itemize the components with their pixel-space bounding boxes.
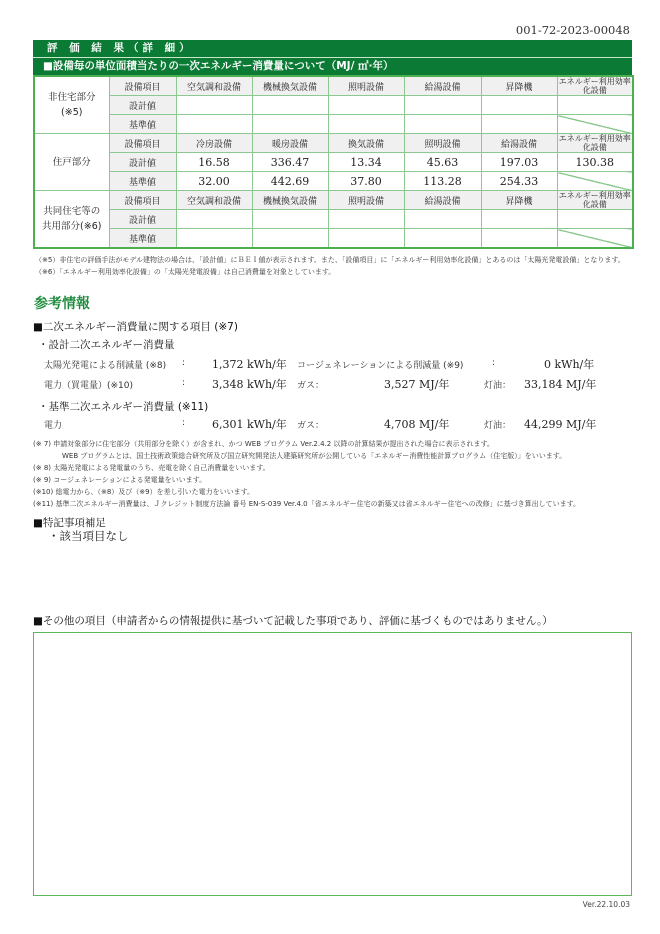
kerosene-value: 44,299 MJ/年 <box>524 418 597 431</box>
section-label-line1: 住戸部分 <box>52 156 91 168</box>
other-items-box <box>33 632 632 896</box>
gas-value: 3,527 MJ/年 <box>384 378 450 391</box>
reference-title: 参考情報 <box>34 296 90 312</box>
standard-value-cell <box>176 229 252 249</box>
section-label-line2: 共用部分(※6) <box>42 221 102 232</box>
table-row-standard <box>34 229 633 249</box>
design-value-cell: 336.47 <box>252 153 328 172</box>
standard-value-cell <box>404 115 481 134</box>
design-value-label: 設計値 <box>109 96 176 115</box>
column-header: 照明設備 <box>404 134 481 153</box>
kerosene-label: 灯油： <box>484 381 512 391</box>
standard-secondary-heading: ・基準二次エネルギー消費量 (※11) <box>38 401 209 413</box>
design-value-label: 設計値 <box>109 153 176 172</box>
secondary-energy-heading: ■二次エネルギー消費量に関する項目 (※7) <box>33 321 238 333</box>
section-label-line1: 非住宅部分 <box>47 92 96 103</box>
power-value: 6,301 kWh/年 <box>212 418 287 431</box>
standard-value-cell: 37.80 <box>328 172 404 191</box>
colon: : <box>182 418 186 428</box>
standard-value-cell <box>328 229 404 249</box>
gas-label: ガス： <box>297 381 325 391</box>
design-value-cell: 16.58 <box>176 153 252 172</box>
column-header: 給湯設備 <box>404 191 481 210</box>
document-number: 001-72-2023-00048 <box>515 23 630 37</box>
column-header: 給湯設備 <box>481 134 557 153</box>
column-header: 空気調和設備 <box>176 76 252 96</box>
column-header: エネルギー利用効率化設備 <box>557 76 633 96</box>
standard-value-cell <box>252 229 328 249</box>
standard-value-cell <box>404 229 481 249</box>
column-header: エネルギー利用効率化設備 <box>557 191 633 210</box>
design-value-cell <box>404 210 481 229</box>
table-row-design <box>34 96 633 115</box>
section-label-line2: (※5) <box>61 107 83 118</box>
power-value: 3,348 kWh/年 <box>212 378 287 391</box>
power-label: 電力 <box>44 421 63 431</box>
design-value-cell: 197.03 <box>481 153 557 172</box>
standard-value-label: 基準値 <box>109 172 176 191</box>
column-header: 機械換気設備 <box>252 191 328 210</box>
table-row-design <box>34 153 633 172</box>
gas-label: ガス： <box>297 421 325 431</box>
cogen-label: コージェネレーションによる削減量 (※9) <box>297 361 464 371</box>
kerosene-label: 灯油： <box>484 421 512 431</box>
column-header: 暖房設備 <box>252 134 328 153</box>
section-label <box>34 191 109 249</box>
design-value-cell <box>176 210 252 229</box>
item-header: 設備項目 <box>109 134 176 153</box>
evaluation-results-section <box>33 40 632 249</box>
cogen-value: 0 kWh/年 <box>544 358 595 371</box>
column-header: 昇降機 <box>481 191 557 210</box>
section-label-line1: 共同住宅等の <box>43 206 101 217</box>
special-notes-heading: ■特記事項補足 <box>33 517 106 529</box>
table-notes <box>35 254 635 278</box>
not-applicable-cell <box>557 172 633 191</box>
design-secondary-heading: ・設計二次エネルギー消費量 <box>38 339 175 351</box>
column-header: 昇降機 <box>481 76 557 96</box>
table-row-design <box>34 210 633 229</box>
footnote-7-web: WEB プログラムとは、国土技術政策総合研究所及び国立研究開発法人建築研究所が公開している「エネルギー消費性能計算プログラム（住宅版）」をいいます。 <box>62 452 567 460</box>
colon: : <box>182 378 186 388</box>
other-items-heading: ■その他の項目（申請者からの情報提供に基づいて記載した事項であり、評価に基づくものではありません。） <box>33 615 553 627</box>
design-value-cell <box>176 96 252 115</box>
design-value-cell <box>481 210 557 229</box>
design-value-cell <box>557 96 633 115</box>
standard-value-cell: 32.00 <box>176 172 252 191</box>
standard-value-label: 基準値 <box>109 229 176 249</box>
table-row-standard <box>34 172 633 191</box>
footnote-10: (※10) 総電力から、（※8）及び（※9）を差し引いた電力をいいます。 <box>33 488 255 496</box>
item-header: 設備項目 <box>109 76 176 96</box>
table-row-standard <box>34 115 633 134</box>
standard-value-cell <box>328 115 404 134</box>
standard-value-cell <box>481 229 557 249</box>
table-row-header <box>34 191 633 210</box>
colon: : <box>182 358 186 368</box>
design-value-cell <box>252 96 328 115</box>
standard-value-cell <box>481 115 557 134</box>
evaluation-subtitle: ■設備毎の単位面積当たりの一次エネルギー消費量について（MJ/ ㎡·年） <box>33 58 632 75</box>
standard-value-cell: 442.69 <box>252 172 328 191</box>
column-header: 空気調和設備 <box>176 191 252 210</box>
standard-value-cell <box>252 115 328 134</box>
evaluation-title: 評 価 結 果（詳 細） <box>33 40 632 58</box>
solar-value: 1,372 kWh/年 <box>212 358 287 371</box>
design-value-cell: 13.34 <box>328 153 404 172</box>
footnote-9: (※ 9) コージェネレーションによる発電量をいいます。 <box>33 476 207 484</box>
design-value-label: 設計値 <box>109 210 176 229</box>
design-value-cell <box>404 96 481 115</box>
section-label <box>34 134 109 191</box>
kerosene-value: 33,184 MJ/年 <box>524 378 597 391</box>
table-row-header <box>34 134 633 153</box>
colon: : <box>492 358 496 368</box>
footnote-8: (※ 8) 太陽光発電による発電量のうち、売電を除く自己消費量をいいます。 <box>33 464 270 472</box>
design-value-cell: 45.63 <box>404 153 481 172</box>
design-value-cell <box>557 210 633 229</box>
column-header: 冷房設備 <box>176 134 252 153</box>
design-value-cell <box>252 210 328 229</box>
standard-value-cell <box>176 115 252 134</box>
not-applicable-cell <box>557 115 633 134</box>
note-5: （※5）非住宅の評価手法がモデル建物法の場合は、「設計値」にＢＥＩ値が表示されます。また、「設備項目」に「エネルギー利用効率化設備」とあるのは「太陽光発電設備」となります。 <box>35 256 625 264</box>
power-label: 電力（買電量）(※10) <box>44 381 134 391</box>
column-header: 機械換気設備 <box>252 76 328 96</box>
column-header: 給湯設備 <box>404 76 481 96</box>
gas-value: 4,708 MJ/年 <box>384 418 450 431</box>
note-6: （※6）「エネルギー利用効率化設備」の「太陽光発電設備」は自己消費量を対象としています。 <box>35 268 336 276</box>
version-label: Ver.22.10.03 <box>582 900 630 909</box>
solar-label: 太陽光発電による削減量 (※8) <box>44 361 167 371</box>
item-header: 設備項目 <box>109 191 176 210</box>
table-row-header <box>34 76 633 96</box>
column-header: 照明設備 <box>328 191 404 210</box>
energy-consumption-table <box>33 75 634 249</box>
standard-value-cell: 254.33 <box>481 172 557 191</box>
footnote-11: (※11) 基準二次エネルギー消費量は、Ｊクレジット制度方法論 番号 EN-S-039 Ver.4.0「省エネルギー住宅の新築又は省エネルギー住宅への改修」に基づき算出しています。 <box>33 500 581 508</box>
design-value-cell <box>328 210 404 229</box>
standard-value-cell: 113.28 <box>404 172 481 191</box>
standard-value-label: 基準値 <box>109 115 176 134</box>
column-header: エネルギー利用効率化設備 <box>557 134 633 153</box>
not-applicable-cell <box>557 229 633 249</box>
column-header: 照明設備 <box>328 76 404 96</box>
column-header: 換気設備 <box>328 134 404 153</box>
section-label <box>34 76 109 134</box>
design-value-cell <box>481 96 557 115</box>
footnote-7: (※ 7) 申請対象部分に住宅部分（共用部分を除く）が含まれ、かつ WEB プログラム Ver.2.4.2 以降の計算結果が提出された場合に表示されます。 <box>33 440 494 448</box>
special-notes-item: ・該当項目なし <box>48 529 129 543</box>
design-value-cell: 130.38 <box>557 153 633 172</box>
design-value-cell <box>328 96 404 115</box>
